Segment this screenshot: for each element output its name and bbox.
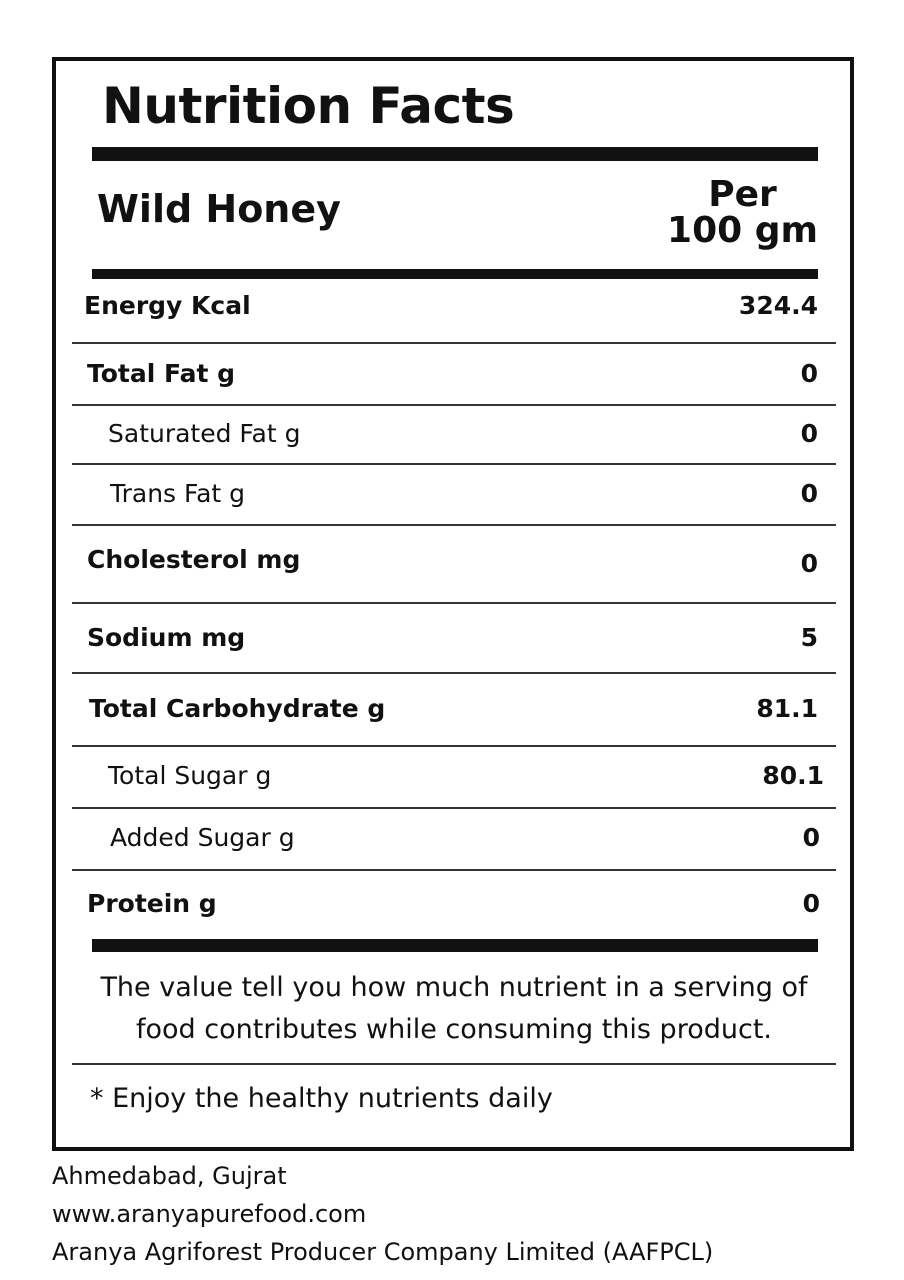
serving-per: Per [708,174,777,215]
footer-location: Ahmedabad, Gujrat [52,1162,287,1190]
nutrient-value-sodium: 5 [800,623,818,652]
enjoy-note: * Enjoy the healthy nutrients daily [90,1083,553,1114]
serving-note: The value tell you how much nutrient in a serving of food contributes while consuming this product. [100,972,808,1045]
nutrient-value-cholesterol: 0 [800,549,818,578]
serving-amount: 100 gm [667,210,818,251]
row-divider [72,524,836,526]
nutrient-value-trans-fat: 0 [800,479,818,508]
nutrient-label-added-sugar: Added Sugar g [110,823,295,852]
thick-divider-top [92,147,818,161]
nutrient-label-protein: Protein g [87,889,217,918]
row-divider [72,869,836,871]
nutrient-label-total-sugar: Total Sugar g [108,761,272,790]
nutrient-value-saturated-fat: 0 [800,419,818,448]
footer-website: www.aranyapurefood.com [52,1200,367,1228]
row-divider [72,404,836,406]
nutrient-label-saturated-fat: Saturated Fat g [108,419,301,448]
footer-company: Aranya Agriforest Producer Company Limited (AAFPCL) [52,1238,714,1266]
nutrient-label-trans-fat: Trans Fat g [110,479,246,508]
row-divider [72,602,836,604]
nutrient-label-energy: Energy Kcal [84,291,251,320]
row-divider [72,745,836,747]
product-name: Wild Honey [97,187,341,231]
nutrient-label-total-fat: Total Fat g [87,359,236,388]
row-divider [72,672,836,674]
row-divider [72,342,836,344]
row-divider [72,807,836,809]
label-title: Nutrition Facts [102,77,515,135]
nutrition-facts-panel [52,57,854,1151]
nutrient-label-sodium: Sodium mg [87,623,246,652]
thick-divider-header [92,269,818,279]
row-divider [72,463,836,465]
nutrient-value-protein: 0 [802,889,820,918]
nutrient-label-cholesterol: Cholesterol mg [87,545,301,574]
row-divider [72,1063,836,1065]
nutrient-value-total-sugar: 80.1 [762,761,824,790]
thick-divider-bottom [92,939,818,952]
nutrient-label-total-carbohydrate: Total Carbohydrate g [89,694,386,723]
nutrient-value-added-sugar: 0 [802,823,820,852]
serving-size [667,174,818,251]
nutrient-value-energy: 324.4 [738,291,818,320]
nutrient-value-total-carbohydrate: 81.1 [756,694,818,723]
nutrient-value-total-fat: 0 [800,359,818,388]
